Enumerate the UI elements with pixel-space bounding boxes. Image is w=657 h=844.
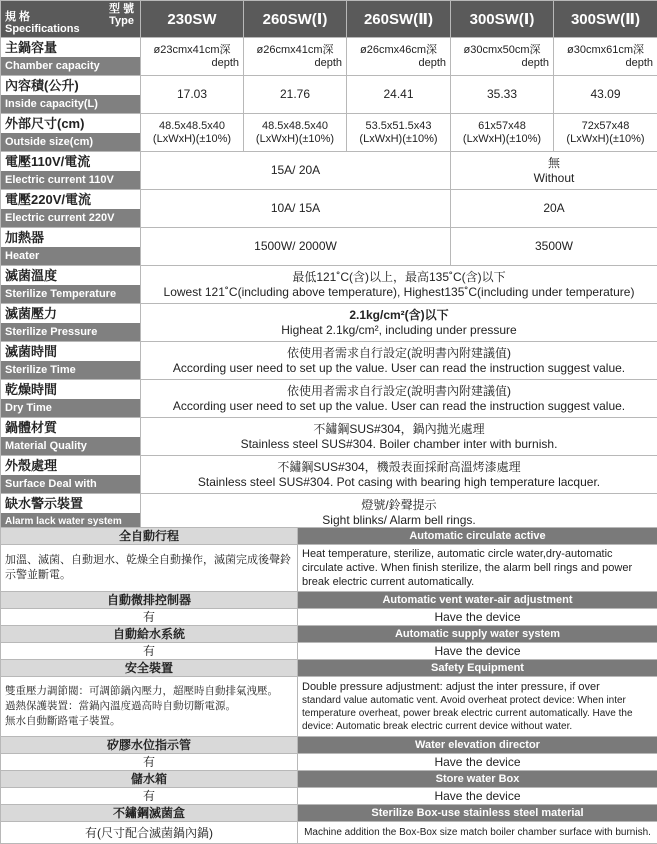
label-temperature: 滅菌溫度 Sterilize Temperature xyxy=(1,266,141,304)
label-surface: 外殼處理 Surface Deal with xyxy=(1,456,141,494)
corner-spec: 規 格 Specifications xyxy=(5,11,80,35)
label-dry-time: 乾燥時間 Dry Time xyxy=(1,380,141,418)
label-pressure: 滅菌壓力 Sterilize Pressure xyxy=(1,304,141,342)
row-chamber xyxy=(1,38,657,76)
feature-en-value: Double pressure adjustment: adjust the inter pressure, if over standard value automatic vent. Avoid overheat protect device: When inter temperature overheat, power break electric current automatically. Have the device: Automatic break electric current device without water. xyxy=(298,677,657,737)
row-alarm xyxy=(1,494,657,532)
dry-time-value: 依使用者需求自行設定(說明書內附建議值) According user need to set up the value. User can read the instruction suggest value. xyxy=(141,380,657,418)
outside-value: 61x57x48 (LxWxH)(±10%) xyxy=(451,114,554,152)
outside-value: 72x57x48 (LxWxH)(±10%) xyxy=(554,114,657,152)
label-outside: 外部尺寸(cm) Outside size(cm) xyxy=(1,114,141,152)
inside-value: 35.33 xyxy=(451,76,554,114)
sterilize-time-value: 依使用者需求自行設定(說明書內附建議值) According user need to set up the value. User can read the instruction suggest value. xyxy=(141,342,657,380)
feature-en-head: Automatic supply water system xyxy=(298,626,657,643)
label-chamber: 主鍋容量 Chamber capacity xyxy=(1,38,141,76)
feature-en-value: Have the device xyxy=(298,788,657,805)
feature-zh-head: 自動微排控制器 xyxy=(1,592,298,609)
inside-value: 43.09 xyxy=(554,76,657,114)
feature-zh-head: 自動給水系統 xyxy=(1,626,298,643)
feature-en-value: Have the device xyxy=(298,643,657,660)
feature-zh-head: 安全裝置 xyxy=(1,660,298,677)
feature-zh-value: 有(尺寸配合滅菌鍋內鍋) xyxy=(1,822,298,844)
material-value: 不鏽鋼SUS#304，鍋內拋光處理 Stainless steel SUS#304. Boiler chamber inter with burnish. xyxy=(141,418,657,456)
feature-head-row xyxy=(1,737,657,754)
label-current-220: 電壓220V/電流 Electric current 220V xyxy=(1,190,141,228)
chamber-value: ø30cmx50cm深 depth xyxy=(451,38,554,76)
model-260sw-1: 260SW(Ⅰ) xyxy=(244,1,347,38)
chamber-value: ø26cmx46cm深 depth xyxy=(347,38,451,76)
model-300sw-2: 300SW(Ⅱ) xyxy=(554,1,657,38)
model-230sw: 230SW xyxy=(141,1,244,38)
current-110-value-a: 15A/ 20A xyxy=(141,152,451,190)
alarm-value: 燈號/鈴聲提示 Sight blinks/ Alarm bell rings. xyxy=(141,494,657,532)
outside-value: 53.5x51.5x43 (LxWxH)(±10%) xyxy=(347,114,451,152)
outside-value: 48.5x48.5x40 (LxWxH)(±10%) xyxy=(244,114,347,152)
pressure-value: 2.1kg/cm²(含)以下 Higheat 2.1kg/cm², including under pressure xyxy=(141,304,657,342)
feature-head-row xyxy=(1,528,657,545)
feature-head-row xyxy=(1,805,657,822)
feature-value-row xyxy=(1,788,657,805)
feature-head-row xyxy=(1,592,657,609)
feature-value-row xyxy=(1,643,657,660)
model-300sw-1: 300SW(Ⅰ) xyxy=(451,1,554,38)
feature-en-head: Sterilize Box-use stainless steel material xyxy=(298,805,657,822)
feature-head-row xyxy=(1,626,657,643)
row-current-220 xyxy=(1,190,657,228)
feature-zh-value: 有 xyxy=(1,754,298,771)
feature-head-row xyxy=(1,771,657,788)
feature-zh-head: 全自動行程 xyxy=(1,528,298,545)
features-table xyxy=(0,527,657,844)
current-220-value-a: 10A/ 15A xyxy=(141,190,451,228)
row-dry-time xyxy=(1,380,657,418)
inside-value: 21.76 xyxy=(244,76,347,114)
feature-en-value: Machine addition the Box-Box size match boiler chamber surface with burnish. xyxy=(298,822,657,844)
feature-en-value: Heat temperature, sterilize, automatic circle water,dry-automatic circulate active. When finish sterilize, the alarm bell rings and power break electric current automatically. xyxy=(298,545,657,592)
temperature-value: 最低121˚C(含)以上，最高135˚C(含)以下 Lowest 121˚C(including above temperature), Highest135˚C(including under temperature) xyxy=(141,266,657,304)
feature-en-value: Have the device xyxy=(298,609,657,626)
row-temperature xyxy=(1,266,657,304)
inside-value: 24.41 xyxy=(347,76,451,114)
chamber-value: ø26cmx41cm深 depth xyxy=(244,38,347,76)
feature-en-head: Safety Equipment xyxy=(298,660,657,677)
label-heater: 加熱器 Heater xyxy=(1,228,141,266)
row-heater xyxy=(1,228,657,266)
feature-en-head: Water elevation director xyxy=(298,737,657,754)
row-pressure xyxy=(1,304,657,342)
feature-zh-value: 有 xyxy=(1,643,298,660)
model-260sw-2: 260SW(Ⅱ) xyxy=(347,1,451,38)
feature-value-row xyxy=(1,754,657,771)
feature-zh-value: 有 xyxy=(1,788,298,805)
row-surface xyxy=(1,456,657,494)
outside-value: 48.5x48.5x40 (LxWxH)(±10%) xyxy=(141,114,244,152)
corner-type: 型 號 Type xyxy=(109,3,134,27)
row-sterilize-time xyxy=(1,342,657,380)
feature-zh-head: 矽膠水位指示管 xyxy=(1,737,298,754)
current-220-value-b: 20A xyxy=(451,190,657,228)
row-outside xyxy=(1,114,657,152)
feature-zh-head: 不鏽鋼滅菌盒 xyxy=(1,805,298,822)
feature-zh-value: 雙重壓力調節閥：可調節鍋內壓力，超壓時自動排氣洩壓。 過熱保護裝置：當鍋內溫度過高時自動切斷電源。 無水自動斷路電子裝置。 xyxy=(1,677,298,737)
feature-value-row xyxy=(1,545,657,592)
feature-en-head: Automatic vent water-air adjustment xyxy=(298,592,657,609)
label-current-110: 電壓110V/電流 Electric current 110V xyxy=(1,152,141,190)
feature-zh-value: 有 xyxy=(1,609,298,626)
feature-en-head: Automatic circulate active xyxy=(298,528,657,545)
feature-value-row xyxy=(1,677,657,737)
row-inside xyxy=(1,76,657,114)
label-sterilize-time: 滅菌時間 Sterilize Time xyxy=(1,342,141,380)
feature-value-row xyxy=(1,609,657,626)
label-alarm: 缺水警示裝置 Alarm lack water system xyxy=(1,494,141,532)
current-110-value-b: 無 Without xyxy=(451,152,657,190)
feature-zh-value: 加溫、滅菌、自動迴水、乾燥全自動操作，滅菌完成後聲鈴示警並斷電。 xyxy=(1,545,298,592)
header-row xyxy=(1,1,657,38)
feature-value-row xyxy=(1,822,657,844)
row-material xyxy=(1,418,657,456)
label-inside: 內容積(公升) Inside capacity(L) xyxy=(1,76,141,114)
heater-value-a: 1500W/ 2000W xyxy=(141,228,451,266)
heater-value-b: 3500W xyxy=(451,228,657,266)
chamber-value: ø30cmx61cm深 depth xyxy=(554,38,657,76)
feature-head-row xyxy=(1,660,657,677)
header-corner xyxy=(1,1,141,38)
feature-en-value: Have the device xyxy=(298,754,657,771)
feature-zh-head: 儲水箱 xyxy=(1,771,298,788)
label-material: 鍋體材質 Material Quality xyxy=(1,418,141,456)
feature-en-head: Store water Box xyxy=(298,771,657,788)
surface-value: 不鏽鋼SUS#304，機殼表面採耐高溫烤漆處理 Stainless steel SUS#304. Pot casing with bearing high temperature lacquer. xyxy=(141,456,657,494)
chamber-value: ø23cmx41cm深 depth xyxy=(141,38,244,76)
row-current-110 xyxy=(1,152,657,190)
inside-value: 17.03 xyxy=(141,76,244,114)
